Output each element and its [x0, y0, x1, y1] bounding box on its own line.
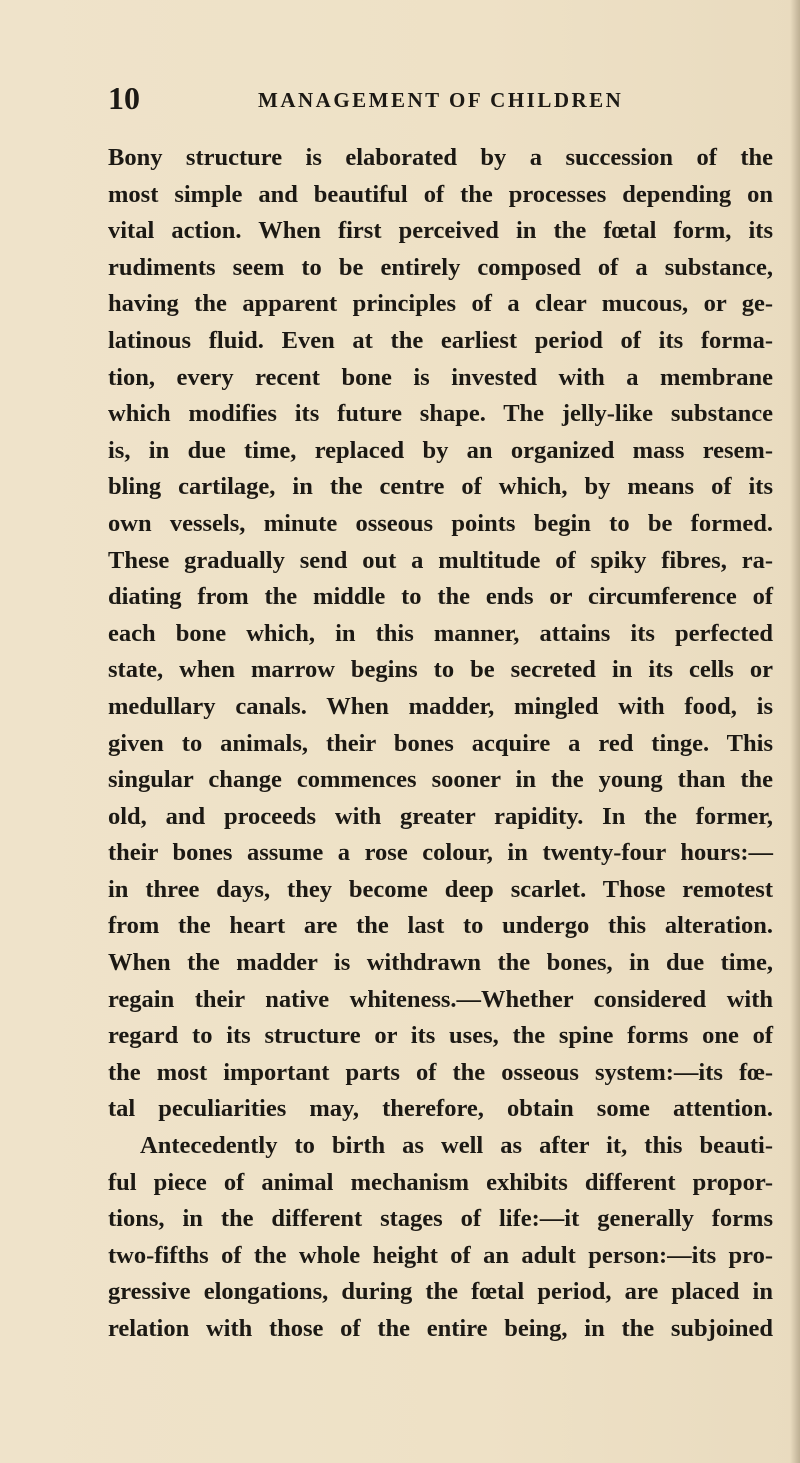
text-line: having the apparent principles of a clear mucous, or ge- — [108, 290, 773, 318]
text-line: regain their native whiteness.—Whether considered with — [108, 985, 773, 1013]
text-line: vital action. When first perceived in the fœtal form, its — [108, 217, 773, 245]
text-line: regard to its structure or its uses, the spine forms one of — [108, 1022, 773, 1050]
page-number: 10 — [108, 80, 140, 116]
text-line: given to animals, their bones acquire a red tinge. This — [108, 729, 773, 757]
text-line: the most important parts of the osseous system:—its fœ- — [108, 1058, 773, 1086]
text-line: When the madder is withdrawn the bones, in due time, — [108, 949, 773, 977]
text-line-paragraph-start: Antecedently to birth as well as after it, this beauti- — [140, 1132, 773, 1160]
text-line: singular change commences sooner in the young than the — [108, 766, 773, 794]
text-line: old, and proceeds with greater rapidity. In the former, — [108, 802, 773, 830]
text-line: state, when marrow begins to be secreted in its cells or — [108, 656, 773, 684]
text-line: gressive elongations, during the fœtal period, are placed in — [108, 1278, 773, 1306]
text-line: ful piece of animal mechanism exhibits different propor- — [108, 1168, 773, 1196]
text-line: their bones assume a rose colour, in twenty-four hours:— — [108, 839, 773, 867]
text-line: own vessels, minute osseous points begin to be formed. — [108, 509, 773, 537]
text-line: which modifies its future shape. The jelly-like substance — [108, 400, 773, 428]
text-line: is, in due time, replaced by an organized mass resem- — [108, 436, 773, 464]
text-line: Bony structure is elaborated by a succession of the — [108, 144, 773, 171]
text-line: each bone which, in this manner, attains its perfected — [108, 619, 773, 647]
text-line: two-fifths of the whole height of an adult person:—its pro- — [108, 1241, 773, 1269]
text-line: tal peculiarities may, therefore, obtain some attention. — [108, 1095, 773, 1123]
text-line: in three days, they become deep scarlet. Those remotest — [108, 875, 773, 903]
body-text — [108, 140, 773, 1348]
running-head: MANAGEMENT OF CHILDREN — [258, 88, 624, 112]
text-line: rudiments seem to be entirely composed of a substance, — [108, 253, 773, 281]
text-line: diating from the middle to the ends or circumference of — [108, 583, 773, 611]
page-header — [108, 78, 708, 118]
text-line: bling cartilage, in the centre of which, by means of its — [108, 473, 773, 501]
text-line: relation with those of the entire being, in the subjoined — [108, 1315, 773, 1342]
text-line: These gradually send out a multitude of spiky fibres, ra- — [108, 546, 773, 574]
text-line: most simple and beautiful of the processes depending on — [108, 180, 773, 208]
text-line: tions, in the different stages of life:—it generally forms — [108, 1205, 773, 1233]
text-line: tion, every recent bone is invested with a membrane — [108, 363, 773, 391]
page-edge-shadow — [790, 0, 800, 1463]
text-line: medullary canals. When madder, mingled with food, is — [108, 692, 773, 720]
text-line: latinous fluid. Even at the earliest period of its forma- — [108, 326, 773, 354]
text-line: from the heart are the last to undergo this alteration. — [108, 912, 773, 940]
